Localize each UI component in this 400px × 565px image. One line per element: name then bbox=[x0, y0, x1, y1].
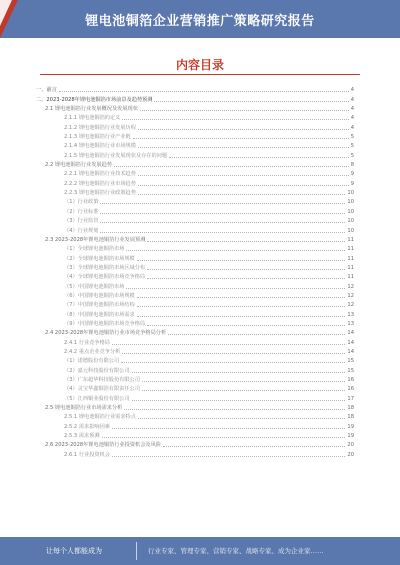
toc-leader-dots bbox=[100, 213, 345, 214]
toc-entry-label: （1）行业政策 bbox=[64, 199, 99, 206]
toc-entry[interactable] bbox=[36, 280, 354, 289]
toc-entry-label: 2.6.1 行业投资机会 bbox=[64, 451, 110, 458]
footer-banner bbox=[0, 537, 400, 565]
toc-entry-page: 12 bbox=[347, 283, 354, 290]
toc-entry[interactable] bbox=[36, 252, 354, 261]
toc-entry-page: 4 bbox=[350, 124, 354, 131]
toc-entry-page: 4 bbox=[350, 96, 354, 103]
toc-leader-dots bbox=[126, 250, 345, 251]
toc-entry-page: 8 bbox=[350, 162, 354, 169]
toc-entry[interactable] bbox=[36, 430, 354, 439]
toc-entry-page: 11 bbox=[347, 236, 354, 243]
toc-entry-label: 2.1.5 锂电池铜箔行业发展现状及存在的问题 bbox=[64, 152, 168, 159]
toc-entry[interactable] bbox=[36, 112, 354, 121]
toc-leader-dots bbox=[122, 119, 348, 120]
toc-entry-page: 12 bbox=[347, 302, 354, 309]
toc-leader-dots bbox=[168, 334, 345, 335]
toc-leader-dots bbox=[138, 418, 345, 419]
toc-entry[interactable] bbox=[36, 187, 354, 196]
toc-leader-dots bbox=[138, 194, 345, 195]
toc-entry[interactable] bbox=[36, 262, 354, 271]
toc-entry[interactable] bbox=[36, 234, 354, 243]
toc-entry-label: （3）全球锂电池铜箔市场区域分布 bbox=[64, 264, 146, 271]
toc-entry-label: 2.4 2023-2028年锂电池铜箔行业市场竞争格局分析 bbox=[45, 330, 167, 337]
toc-entry[interactable] bbox=[36, 177, 354, 186]
toc-entry-label: （5）江西铜业股份有限公司 bbox=[64, 395, 130, 402]
toc-leader-dots bbox=[137, 297, 346, 298]
toc-entry-label: 一、前言 bbox=[36, 87, 57, 94]
toc-leader-dots bbox=[138, 147, 349, 148]
footer-slogan: 让每个人都能成为 bbox=[46, 547, 102, 555]
toc-leader-dots bbox=[137, 260, 346, 261]
toc-entry[interactable] bbox=[36, 439, 354, 448]
header-banner bbox=[0, 0, 400, 38]
toc-entry-page: 12 bbox=[347, 292, 354, 299]
toc-entry-label: 2.6 2023-2028年锂电池铜箔行业投资机会及风险 bbox=[45, 442, 161, 449]
toc-entry-page: 9 bbox=[350, 180, 354, 187]
toc-leader-dots bbox=[100, 203, 345, 204]
toc-leader-dots bbox=[147, 269, 345, 270]
toc-entry[interactable] bbox=[36, 420, 354, 429]
toc-entry-page: 11 bbox=[347, 264, 354, 271]
toc-entry-label: （4）灵宝华鑫铜箔有限责任公司 bbox=[64, 386, 140, 393]
toc-list bbox=[36, 84, 354, 458]
toc-entry-label: （8）中国锂电池铜箔市场需求 bbox=[64, 311, 135, 318]
toc-entry[interactable] bbox=[36, 215, 354, 224]
toc-entry[interactable] bbox=[36, 308, 354, 317]
toc-entry-page: 15 bbox=[347, 367, 354, 374]
toc-entry-page: 15 bbox=[347, 358, 354, 365]
toc-entry-page: 10 bbox=[347, 218, 354, 225]
toc-entry-page: 20 bbox=[347, 451, 354, 458]
toc-entry-label: 2.2.1 锂电池铜箔行业技术趋势 bbox=[64, 171, 136, 178]
toc-leader-dots bbox=[102, 437, 346, 438]
toc-entry[interactable] bbox=[36, 327, 354, 336]
footer-tagline: 行业专家、管理专家、营销专家、战略专家、成为企业家…… bbox=[148, 547, 324, 555]
toc-entry-page: 16 bbox=[347, 377, 354, 383]
toc-entry[interactable] bbox=[36, 93, 354, 102]
toc-entry-page: 17 bbox=[347, 395, 354, 402]
toc-leader-dots bbox=[126, 288, 345, 289]
toc-entry-label: 2.1 锂电池铜箔行业发展概况及发展现状 bbox=[45, 106, 138, 113]
toc-entry-label: 2.2.3 锂电池铜箔行业政策趋势 bbox=[64, 190, 136, 197]
toc-entry-label: 二、2023-2028年锂电池铜箔市场前景及趋势预测 bbox=[36, 96, 153, 103]
toc-entry-label: （2）嘉元科技股份有限公司 bbox=[64, 367, 130, 374]
toc-entry[interactable] bbox=[36, 299, 354, 308]
toc-entry-label: （4）行业规划 bbox=[64, 227, 99, 234]
toc-entry-label: （1）诺德股份有限公司 bbox=[64, 358, 120, 365]
toc-leader-dots bbox=[138, 175, 349, 176]
toc-entry-label: （3）行业监管 bbox=[64, 218, 99, 225]
footer-divider bbox=[136, 542, 137, 560]
toc-entry-page: 19 bbox=[347, 433, 354, 440]
toc-leader-dots bbox=[132, 372, 346, 373]
toc-heading: 内容目录 bbox=[175, 58, 224, 72]
toc-leader-dots bbox=[163, 446, 345, 447]
toc-entry-label: 2.5.2 需求影响因素 bbox=[64, 423, 110, 430]
toc-entry-label: 2.1.2 锂电池铜箔行业发展历程 bbox=[64, 124, 136, 131]
toc-leader-dots bbox=[137, 316, 346, 317]
toc-entry-page: 14 bbox=[347, 348, 354, 355]
toc-entry-label: （2）全球锂电池铜箔市场规模 bbox=[64, 255, 135, 262]
toc-leader-dots bbox=[169, 157, 349, 158]
toc-leader-dots bbox=[147, 278, 345, 279]
toc-leader-dots bbox=[59, 91, 349, 92]
toc-entry[interactable] bbox=[36, 271, 354, 280]
toc-leader-dots bbox=[121, 362, 345, 363]
toc-entry-page: 13 bbox=[347, 320, 354, 327]
toc-leader-dots bbox=[154, 101, 348, 102]
toc-entry-label: （2）行业标准 bbox=[64, 208, 99, 215]
toc-entry-page: 10 bbox=[347, 227, 354, 234]
toc-entry[interactable] bbox=[36, 392, 354, 401]
toc-entry-label: （1）全球锂电池铜箔市场 bbox=[64, 246, 125, 253]
toc-entry[interactable] bbox=[36, 224, 354, 233]
toc-entry-label: 2.5.1 锂电池铜箔行业需求特点 bbox=[64, 414, 136, 421]
toc-entry-label: 2.2 锂电池铜箔行业发展趋势 bbox=[45, 162, 112, 169]
toc-leader-dots bbox=[124, 409, 345, 410]
toc-leader-dots bbox=[100, 222, 345, 223]
report-title: 锂电池铜箔企业营销推广策略研究报告 bbox=[85, 14, 315, 29]
toc-entry-label: 2.1.4 锂电池铜箔行业市场规模 bbox=[64, 143, 136, 150]
toc-entry-page: 10 bbox=[347, 199, 354, 206]
toc-entry-label: （5）中国锂电池铜箔市场 bbox=[64, 283, 125, 290]
toc-leader-dots bbox=[137, 306, 346, 307]
toc-entry[interactable] bbox=[36, 140, 354, 149]
toc-entry-label: 2.2.2 锂电池铜箔行业市场趋势 bbox=[64, 180, 136, 187]
toc-entry-page: 14 bbox=[347, 330, 354, 337]
toc-entry-page: 18 bbox=[347, 405, 354, 412]
toc-entry[interactable] bbox=[36, 159, 354, 168]
toc-entry[interactable] bbox=[36, 131, 354, 140]
toc-leader-dots bbox=[112, 344, 345, 345]
toc-entry-page: 19 bbox=[347, 423, 354, 430]
toc-entry-page: 4 bbox=[350, 115, 354, 122]
toc-entry[interactable] bbox=[36, 411, 354, 420]
toc-leader-dots bbox=[112, 428, 345, 429]
toc-entry-page: 16 bbox=[347, 386, 354, 393]
toc-entry[interactable] bbox=[36, 346, 354, 355]
toc-entry-label: 2.1.3 锂电池铜箔行业产业链 bbox=[64, 134, 131, 141]
toc-entry-page: 11 bbox=[347, 246, 354, 253]
toc-entry-page: 10 bbox=[347, 190, 354, 197]
toc-leader-dots bbox=[142, 390, 345, 391]
toc-entry-page: 18 bbox=[347, 414, 354, 421]
toc-entry-label: 2.5 锂电池铜箔行业市场需求分析 bbox=[45, 405, 123, 412]
toc-entry-page: 5 bbox=[350, 143, 354, 150]
toc-entry-label: 2.1.1 锂电池铜箔的定义 bbox=[64, 115, 121, 122]
toc-leader-dots bbox=[142, 381, 345, 382]
toc-leader-dots bbox=[133, 138, 349, 139]
toc-entry[interactable] bbox=[36, 196, 354, 205]
toc-entry[interactable] bbox=[36, 374, 354, 383]
toc-leader-dots bbox=[140, 110, 349, 111]
toc-entry-label: （6）中国锂电池铜箔市场规模 bbox=[64, 292, 135, 299]
toc-entry-label: （3）广东超华科技股份有限公司 bbox=[64, 377, 140, 383]
toc-leader-dots bbox=[147, 241, 345, 242]
toc-entry[interactable] bbox=[36, 121, 354, 130]
toc-entry[interactable] bbox=[36, 84, 354, 93]
toc-entry-label: （4）全球锂电池铜箔市场竞争格局 bbox=[64, 274, 146, 281]
toc-entry[interactable] bbox=[36, 290, 354, 299]
toc-leader-dots bbox=[100, 232, 345, 233]
toc-entry[interactable] bbox=[36, 336, 354, 345]
toc-entry[interactable] bbox=[36, 318, 354, 327]
toc-entry-page: 5 bbox=[350, 134, 354, 141]
toc-entry[interactable] bbox=[36, 448, 354, 457]
toc-entry[interactable] bbox=[36, 103, 354, 112]
toc-entry-label: （9）中国锂电池铜箔市场竞争格局 bbox=[64, 320, 146, 327]
toc-entry[interactable] bbox=[36, 149, 354, 158]
toc-entry-page: 9 bbox=[350, 171, 354, 178]
toc-leader-dots bbox=[138, 129, 349, 130]
toc-entry-page: 4 bbox=[350, 106, 354, 113]
toc-entry-label: 2.5.3 需求预测 bbox=[64, 433, 100, 440]
toc-leader-dots bbox=[138, 185, 349, 186]
toc-leader-dots bbox=[132, 400, 346, 401]
toc-entry[interactable] bbox=[36, 383, 354, 392]
toc-entry-page: 20 bbox=[347, 442, 354, 449]
toc-entry-label: 2.4.2 重点企业竞争分析 bbox=[64, 348, 121, 355]
toc-divider bbox=[40, 74, 360, 75]
toc-entry-page: 11 bbox=[347, 255, 354, 262]
toc-entry-page: 4 bbox=[350, 87, 354, 94]
toc-leader-dots bbox=[112, 456, 345, 457]
toc-entry-label: 2.3 2023-2028年锂电池铜箔行业发展预测 bbox=[45, 236, 146, 243]
toc-entry-page: 14 bbox=[347, 339, 354, 346]
toc-entry-page: 5 bbox=[350, 152, 354, 159]
toc-entry-page: 11 bbox=[347, 274, 354, 281]
toc-leader-dots bbox=[147, 325, 345, 326]
toc-entry[interactable] bbox=[36, 364, 354, 373]
toc-entry-page: 13 bbox=[347, 311, 354, 318]
toc-entry[interactable] bbox=[36, 243, 354, 252]
toc-entry-label: （7）中国锂电池铜箔市场结构 bbox=[64, 302, 135, 309]
toc-entry[interactable] bbox=[36, 355, 354, 364]
toc-leader-dots bbox=[122, 353, 345, 354]
toc-leader-dots bbox=[114, 166, 349, 167]
toc-entry[interactable] bbox=[36, 168, 354, 177]
toc-entry[interactable] bbox=[36, 402, 354, 411]
toc-entry-label: 2.4.1 行业竞争格局 bbox=[64, 339, 110, 346]
toc-entry[interactable] bbox=[36, 205, 354, 214]
toc-entry-page: 10 bbox=[347, 208, 354, 215]
